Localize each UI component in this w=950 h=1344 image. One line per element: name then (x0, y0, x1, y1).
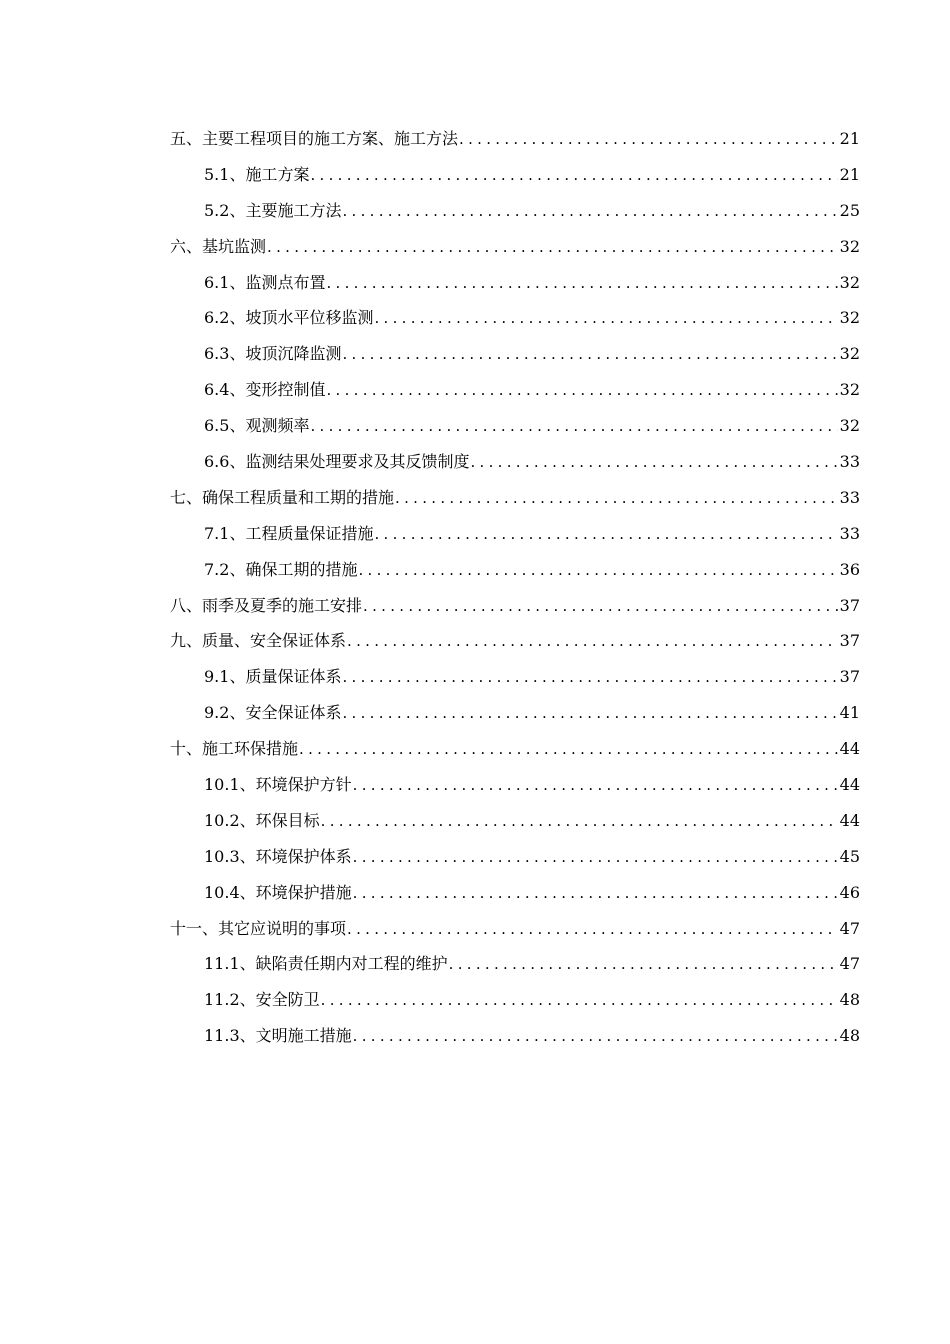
toc-entry[interactable] (170, 1018, 860, 1054)
toc-dot-leader (353, 876, 838, 912)
toc-page-number: 48 (839, 990, 860, 1010)
toc-dot-leader (299, 732, 838, 768)
toc-page-number: 33 (839, 523, 860, 543)
toc-entry[interactable] (170, 839, 860, 875)
toc-dot-leader (363, 589, 838, 625)
toc-entry-title: 11.3、文明施工措施 (204, 1026, 352, 1046)
toc-entry-title: 九、质量、安全保证体系 (170, 631, 347, 651)
toc-entry-title: 11.1、缺陷责任期内对工程的维护 (204, 954, 448, 974)
toc-entry[interactable] (170, 875, 860, 911)
toc-entry[interactable] (170, 588, 860, 624)
toc-entry-title: 6.6、监测结果处理要求及其反馈制度 (204, 452, 470, 472)
toc-page-number: 32 (839, 236, 860, 256)
toc-entry[interactable] (170, 659, 860, 695)
toc-entry-title: 五、主要工程项目的施工方案、施工方法 (170, 129, 459, 148)
toc-page-number: 37 (839, 631, 860, 651)
toc-entry[interactable] (170, 911, 860, 947)
toc-dot-leader (353, 1019, 838, 1055)
toc-entry-title: 6.1、监测点布置 (204, 272, 326, 292)
toc-entry-title: 6.3、坡顶沉降监测 (204, 344, 342, 364)
toc-page-number: 32 (839, 380, 860, 400)
toc-dot-leader (342, 696, 837, 732)
toc-entry[interactable] (170, 946, 860, 982)
toc-entry[interactable] (170, 121, 860, 157)
toc-entry-title: 5.2、主要施工方法 (204, 200, 342, 220)
toc-entry-title: 10.3、环境保护体系 (204, 846, 352, 866)
toc-page-number: 47 (839, 954, 860, 974)
toc-entry[interactable] (170, 767, 860, 803)
toc-dot-leader (267, 230, 838, 266)
toc-entry-title: 七、确保工程质量和工期的措施 (170, 487, 395, 507)
toc-page-number: 32 (839, 344, 860, 364)
toc-entry[interactable] (170, 982, 860, 1018)
toc-dot-leader (374, 517, 837, 553)
toc-entry[interactable] (170, 408, 860, 444)
toc-page-number: 41 (839, 703, 860, 723)
toc-dot-leader (353, 840, 838, 876)
toc-dot-leader (459, 122, 838, 158)
toc-entry[interactable] (170, 336, 860, 372)
toc-entry-title: 7.2、确保工期的措施 (204, 559, 358, 579)
toc-entry-title: 10.4、环境保护措施 (204, 882, 352, 902)
toc-dot-leader (342, 660, 837, 696)
toc-dot-leader (347, 624, 838, 660)
toc-page-number: 46 (839, 882, 860, 902)
toc-dot-leader (326, 266, 837, 302)
toc-page-number: 32 (839, 308, 860, 328)
toc-entry[interactable] (170, 444, 860, 480)
toc-entry-title: 6.4、变形控制值 (204, 380, 326, 400)
toc-dot-leader (353, 768, 838, 804)
toc-page-number: 21 (839, 129, 860, 148)
toc-page-number: 32 (839, 272, 860, 292)
toc-entry-title: 10.1、环境保护方针 (204, 775, 352, 795)
toc-entry-title: 六、基坑监测 (170, 236, 267, 256)
toc-entry[interactable] (170, 552, 860, 588)
toc-entry[interactable] (170, 695, 860, 731)
toc-entry[interactable] (170, 803, 860, 839)
toc-entry[interactable] (170, 372, 860, 408)
toc-page-number: 44 (839, 775, 860, 795)
toc-entry[interactable] (170, 480, 860, 516)
toc-entry-title: 6.5、观测频率 (204, 416, 310, 436)
toc-page-number: 37 (839, 595, 860, 615)
toc-dot-leader (347, 912, 838, 948)
toc-entry[interactable] (170, 265, 860, 301)
toc-entry-title: 十、施工环保措施 (170, 739, 299, 759)
toc-dot-leader (342, 194, 837, 230)
toc-dot-leader (326, 373, 837, 409)
toc-entry-title: 八、雨季及夏季的施工安排 (170, 595, 363, 615)
toc-entry-title: 6.2、坡顶水平位移监测 (204, 308, 374, 328)
toc-dot-leader (321, 804, 838, 840)
toc-dot-leader (470, 445, 837, 481)
toc-dot-leader (374, 301, 837, 337)
toc-dot-leader (310, 158, 837, 194)
toc-page-number: 44 (839, 810, 860, 830)
toc-page-number: 36 (839, 559, 860, 579)
toc-entry[interactable] (170, 157, 860, 193)
toc-entry-title: 9.2、安全保证体系 (204, 703, 342, 723)
toc-page-number: 48 (839, 1026, 860, 1046)
toc-page-number: 33 (839, 487, 860, 507)
toc-entry[interactable] (170, 300, 860, 336)
toc-page-number: 25 (839, 200, 860, 220)
toc-dot-leader (395, 481, 838, 517)
toc-page-number: 45 (839, 846, 860, 866)
toc-dot-leader (321, 983, 838, 1019)
toc-dot-leader (342, 337, 837, 373)
toc-page-number: 47 (839, 918, 860, 938)
toc-entry[interactable] (170, 623, 860, 659)
toc-entry-title: 十一、其它应说明的事项 (170, 918, 347, 938)
table-of-contents (170, 121, 860, 1054)
toc-dot-leader (449, 947, 838, 983)
toc-entry-title: 9.1、质量保证体系 (204, 667, 342, 687)
toc-entry-title: 10.2、环保目标 (204, 810, 320, 830)
toc-page-number: 32 (839, 416, 860, 436)
toc-page-number: 44 (839, 739, 860, 759)
toc-entry[interactable] (170, 193, 860, 229)
toc-entry[interactable] (170, 731, 860, 767)
toc-page-number: 21 (839, 164, 860, 184)
toc-entry[interactable] (170, 229, 860, 265)
toc-entry-title: 11.2、安全防卫 (204, 990, 320, 1010)
toc-page-number: 37 (839, 667, 860, 687)
toc-dot-leader (310, 409, 837, 445)
toc-entry[interactable] (170, 516, 860, 552)
toc-page-number: 33 (839, 452, 860, 472)
toc-entry-title: 7.1、工程质量保证措施 (204, 523, 374, 543)
toc-dot-leader (358, 553, 837, 589)
toc-entry-title: 5.1、施工方案 (204, 164, 310, 184)
